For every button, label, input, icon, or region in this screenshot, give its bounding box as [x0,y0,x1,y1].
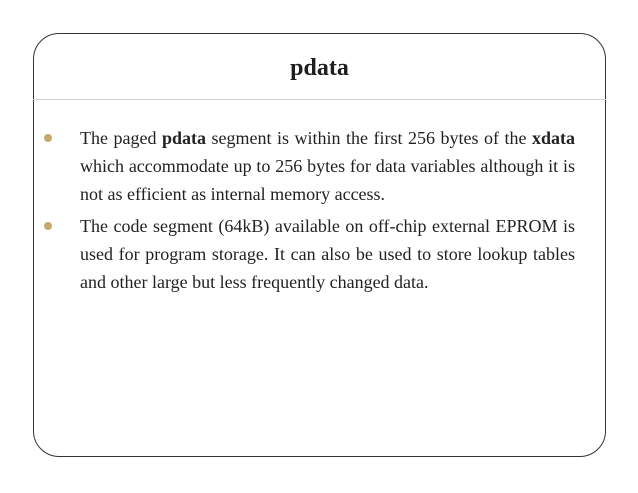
bullet-text-part: which accommodate up to 256 bytes for data variables although it is not as efficient as internal memory access. [80,156,575,204]
keyword-xdata: xdata [531,128,575,148]
bullet-dot-icon [44,222,52,230]
bullet-text-part: segment is within the first 256 bytes of the [205,128,532,148]
keyword-pdata: pdata [161,128,206,148]
slide-title: pdata [290,55,349,81]
bullet-text-part: The paged [80,128,162,148]
bullet-item-code-segment [62,212,575,296]
bullet-dot-icon [44,134,52,142]
bullet-list [62,124,575,296]
bullet-item-pdata [62,124,575,208]
title-divider [33,99,606,100]
bullet-text-part: The code segment (64kB) available on off-chip external EPROM is used for program storage. It can also be used to store lookup tables and other large but less frequently changed data. [80,216,575,292]
bullet-text [80,212,575,296]
bullet-text [80,124,575,208]
